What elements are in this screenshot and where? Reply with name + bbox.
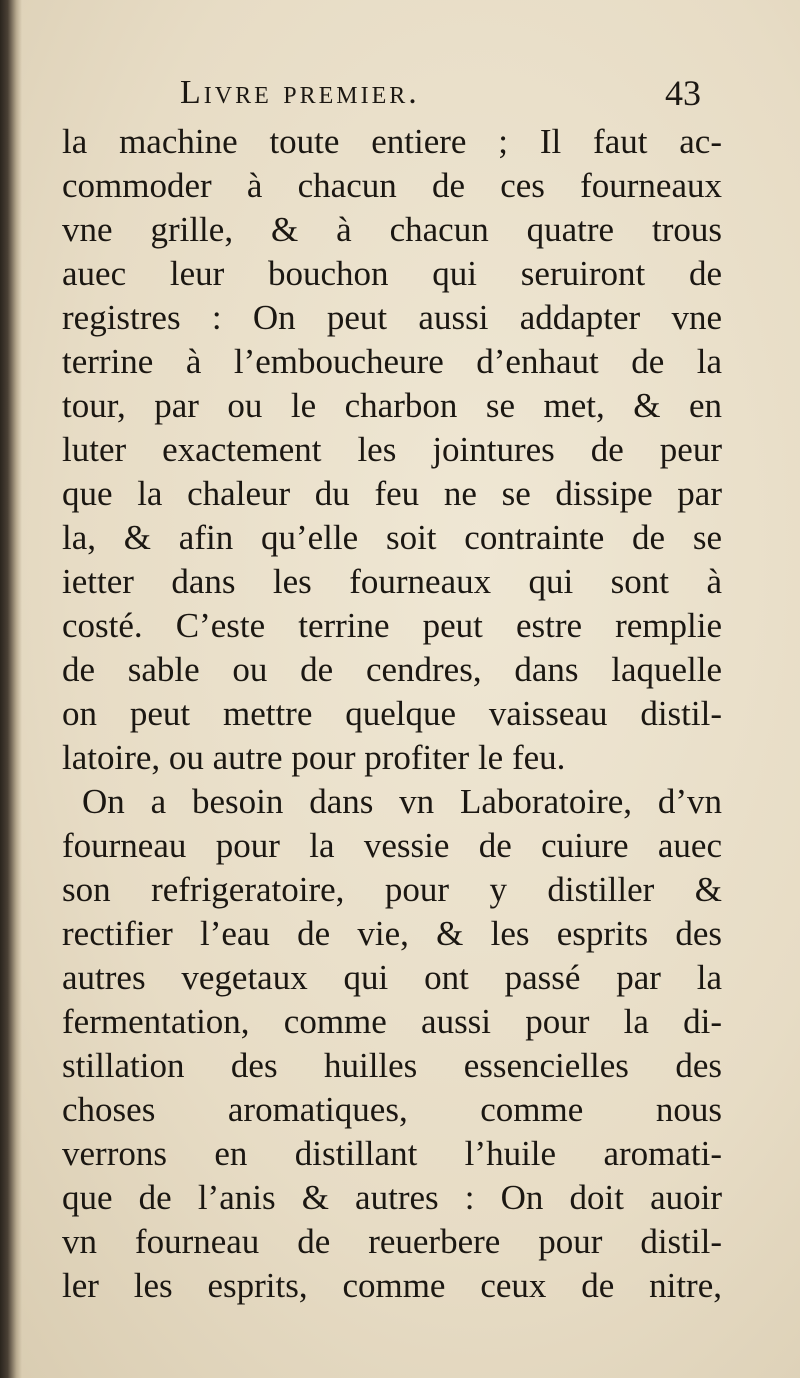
text-line: stillation des huilles essencielles des (62, 1046, 722, 1085)
text-line: luter exactement les jointures de peur (62, 430, 722, 469)
text-line: la machine toute entiere ; Il faut ac- (62, 122, 722, 161)
text-line: ietter dans les fourneaux qui sont à (62, 562, 722, 601)
text-line: vne grille, & à chacun quatre trous (62, 210, 722, 249)
text-line: on peut mettre quelque vaisseau distil- (62, 694, 722, 733)
text-line: verrons en distillant l’huile aromati- (62, 1134, 722, 1173)
text-line: rectifier l’eau de vie, & les esprits des (62, 914, 722, 953)
text-line: commoder à chacun de ces fourneaux (62, 166, 722, 205)
running-title: Livre premier. (180, 74, 420, 111)
text-line: tour, par ou le charbon se met, & en (62, 386, 722, 425)
text-line: auec leur bouchon qui seruiront de (62, 254, 722, 293)
text-line: la, & afin qu’elle soit contrainte de se (62, 518, 722, 557)
page-number: 43 (665, 73, 701, 113)
text-line: latoire, ou autre pour profiter le feu. (62, 738, 566, 777)
text-line: fourneau pour la vessie de cuiure auec (62, 826, 722, 865)
text-line: que la chaleur du feu ne se dissipe par (62, 474, 722, 513)
text-line: costé. C’este terrine peut estre remplie (62, 606, 722, 645)
body-text (62, 120, 722, 1308)
text-line: On a besoin dans vn Laboratoire, d’vn (82, 782, 722, 821)
binding-gutter (0, 0, 22, 1378)
text-line: choses aromatiques, comme nous (62, 1090, 722, 1129)
text-line: de sable ou de cendres, dans laquelle (62, 650, 722, 689)
text-line: ler les esprits, comme ceux de nitre, (62, 1266, 722, 1305)
text-line: que de l’anis & autres : On doit auoir (62, 1178, 722, 1217)
text-line: fermentation, comme aussi pour la di- (62, 1002, 722, 1041)
text-line: vn fourneau de reuerbere pour distil- (62, 1222, 722, 1261)
text-line: autres vegetaux qui ont passé par la (62, 958, 722, 997)
text-line: registres : On peut aussi addapter vne (62, 298, 722, 337)
running-head (0, 70, 800, 120)
text-line: terrine à l’emboucheure d’enhaut de la (62, 342, 722, 381)
text-line: son refrigeratoire, pour y distiller & (62, 870, 722, 909)
